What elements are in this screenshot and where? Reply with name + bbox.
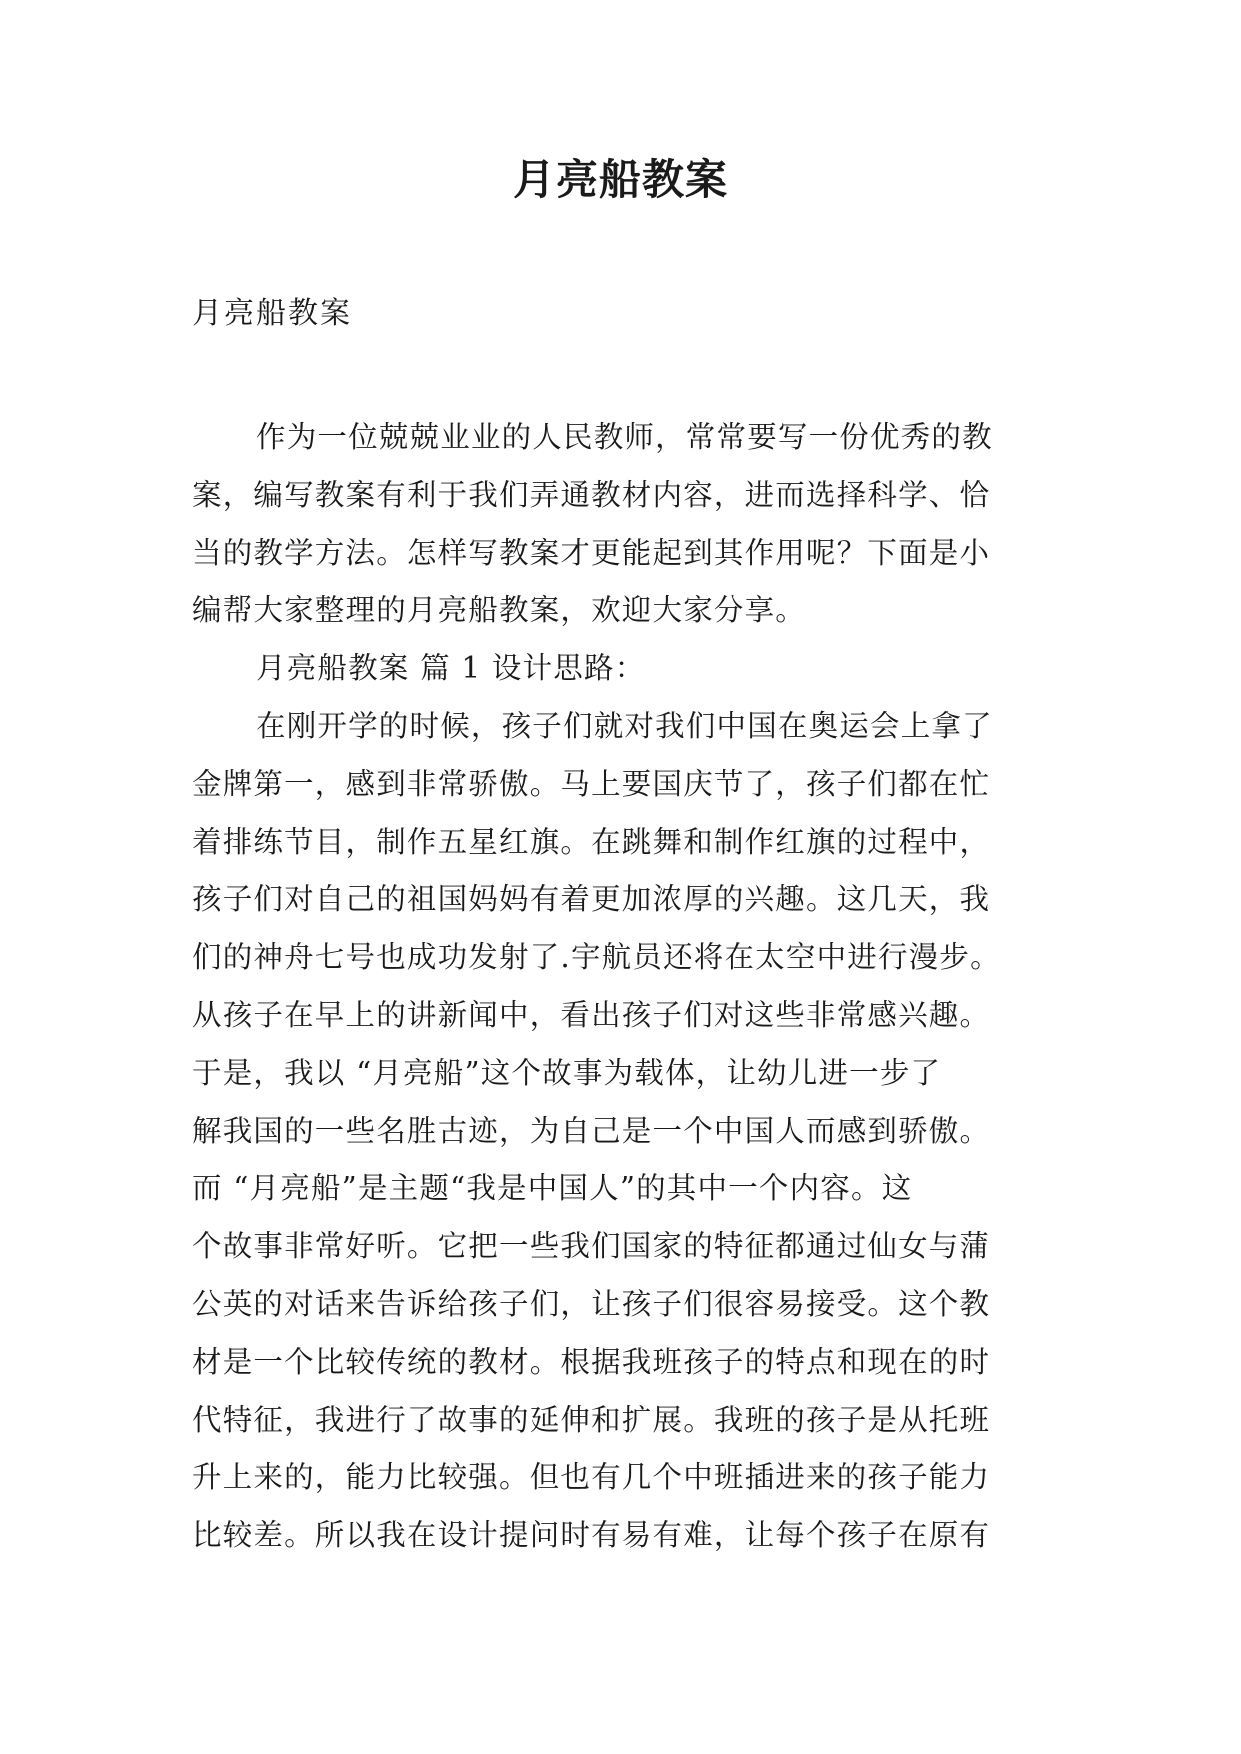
text-line: 从孩子在早上的讲新闻中，看出孩子们对这些非常感兴趣。 bbox=[192, 997, 991, 1032]
text-line: 解我国的一些名胜古迹，为自己是一个中国人而感到骄傲。 bbox=[192, 1113, 991, 1148]
document-subtitle: 月亮船教案 bbox=[192, 296, 352, 331]
text-line: 案，编写教案有利于我们弄通教材内容，进而选择科学、恰 bbox=[192, 477, 991, 512]
text-line: 编帮大家整理的月亮船教案，欢迎大家分享。 bbox=[192, 593, 807, 628]
text-line: 比较差。所以我在设计提问时有易有难，让每个孩子在原有 bbox=[192, 1518, 991, 1553]
text-line: 在刚开学的时候，孩子们就对我们中国在奥运会上拿了 bbox=[256, 708, 993, 743]
text-line: 升上来的，能力比较强。但也有几个中班插进来的孩子能力 bbox=[192, 1460, 991, 1495]
text-line: 公英的对话来告诉给孩子们，让孩子们很容易接受。这个教 bbox=[192, 1286, 991, 1321]
text-line: 着排练节目，制作五星红旗。在跳舞和制作红旗的过程中， bbox=[192, 824, 991, 859]
text-line: 材是一个比较传统的教材。根据我班孩子的特点和现在的时 bbox=[192, 1344, 991, 1379]
text-line: 金牌第一，感到非常骄傲。马上要国庆节了，孩子们都在忙 bbox=[192, 766, 991, 801]
document-title: 月亮船教案 bbox=[512, 155, 728, 204]
text-line: 于是，我以 “月亮船”这个故事为载体，让幼儿进一步了 bbox=[192, 1055, 942, 1090]
document-body bbox=[192, 409, 1048, 1565]
text-line: 个故事非常好听。它把一些我们国家的特征都通过仙女与蒲 bbox=[192, 1229, 991, 1264]
text-line: 而 “月亮船”是主题“我是中国人”的其中一个内容。这 bbox=[192, 1171, 913, 1206]
text-line: 月亮船教案 篇 1 设计思路： bbox=[256, 651, 646, 686]
text-line: 代特征，我进行了故事的延伸和扩展。我班的孩子是从托班 bbox=[192, 1402, 991, 1437]
text-line: 孩子们对自己的祖国妈妈有着更加浓厚的兴趣。这几天，我 bbox=[192, 882, 991, 917]
text-line: 们的神舟七号也成功发射了.宇航员还将在太空中进行漫步。 bbox=[192, 940, 1001, 975]
text-line: 作为一位兢兢业业的人民教师，常常要写一份优秀的教 bbox=[256, 420, 993, 454]
text-line: 当的教学方法。怎样写教案才更能起到其作用呢？下面是小 bbox=[192, 535, 991, 570]
